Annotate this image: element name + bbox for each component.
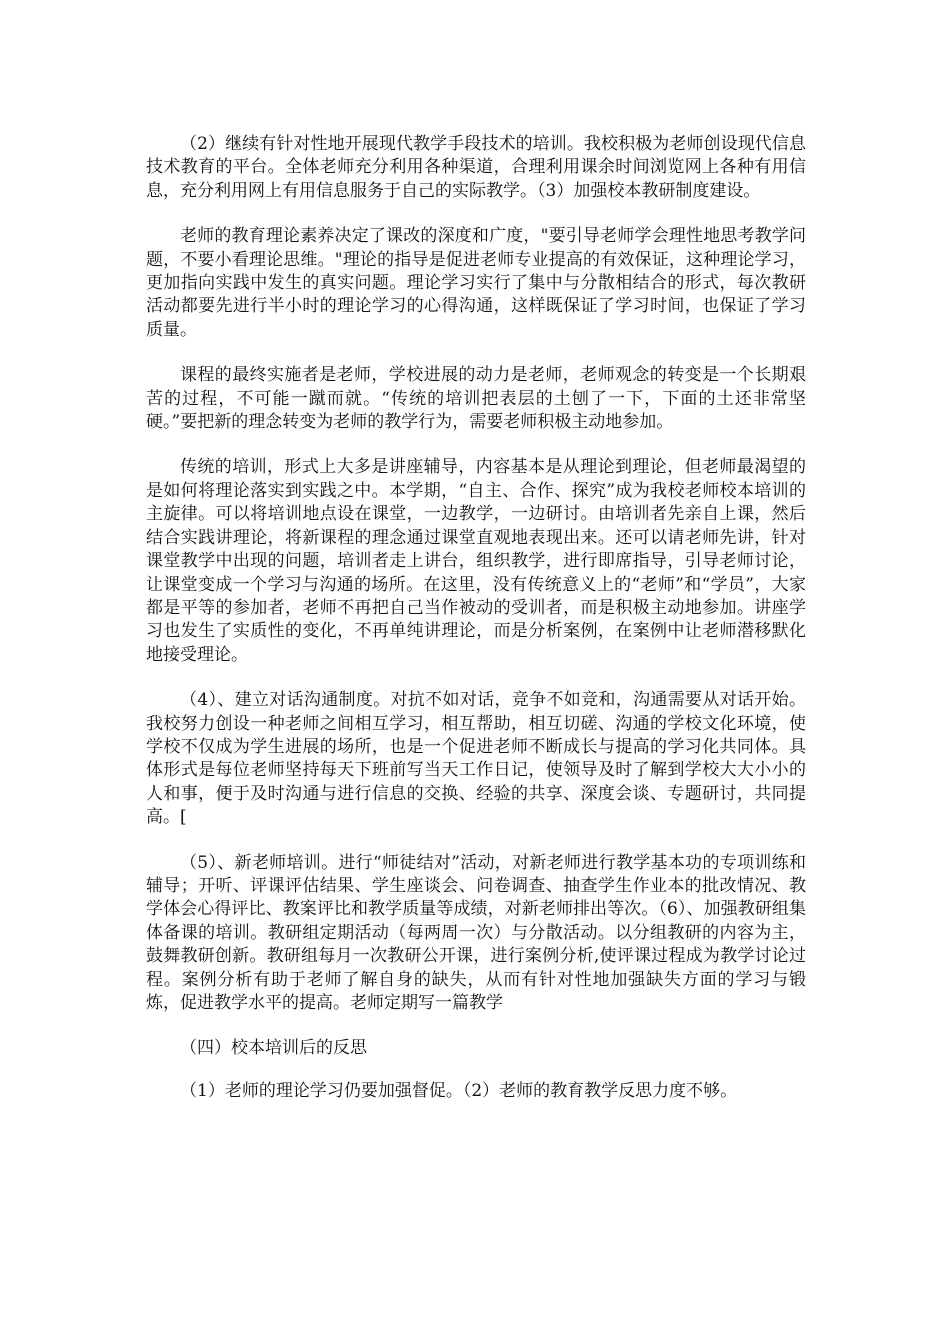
document-page [146, 133, 806, 1125]
paragraph-teacher-concept-change: 课程的最终实施者是老师，学校进展的动力是老师，老师观念的转变是一个长期艰苦的过程，不可能一蹴而就。“传统的培训把表层的土刨了一下，下面的土还非常坚硬。”要把新的理念转变为老师的教学行为，需要老师积极主动地参加。 [146, 365, 806, 433]
paragraph-reflection-points: （1）老师的理论学习仍要加强督促。（2）老师的教育教学反思力度不够。 [180, 1080, 738, 1101]
paragraph-theory-literacy: 老师的教育理论素养决定了课改的深度和广度，"要引导老师学会理性地思考教学问题，不要小看理论思维。"理论的指导是促进老师专业提高的有效保证，这种理论学习，更加指向实践中发生的真实问题。理论学习实行了集中与分散相结合的形式，每次教研活动都要先进行半小时的理论学习的心得沟通，这样既保证了学习时间，也保证了学习质量。 [146, 226, 806, 340]
section-heading-reflection: （四）校本培训后的反思 [180, 1038, 367, 1059]
paragraph-traditional-training: 传统的培训，形式上大多是讲座辅导，内容基本是从理论到理论，但老师最渴望的是如何将理论落实到实践之中。本学期，“自主、合作、探究”成为我校老师校本培训的主旋律。可以将培训地点设在课堂，一边教学，一边研讨。由培训者先亲自上课，然后结合实践讲理论，将新课程的理念通过课堂直观地表现出来。还可以请老师先讲，针对课堂教学中出现的问题，培训者走上讲台，组织教学，进行即席指导，引导老师讨论，让课堂变成一个学习与沟通的场所。在这里，没有传统意义上的“老师”和“学员”，大家都是平等的参加者，老师不再把自己当作被动的受训者，而是积极主动地参加。讲座学习也发生了实质性的变化，不再单纯讲理论，而是分析案例，在案例中让老师潜移默化地接受理论。 [146, 457, 806, 665]
paragraph-new-teacher-training: （5）、新老师培训。进行“师徒结对”活动，对新老师进行教学基本功的专项训练和辅导；开听、评课评估结果、学生座谈会、问卷调查、抽查学生作业本的批改情况、教学体会心得评比、教案评比和教学质量等成绩，对新老师排出等次。（6）、加强教研组集体备课的培训。教研组定期活动（每两周一次）与分散活动。以分组教研的内容为主，鼓舞教研创新。教研组每月一次教研公开课，进行案例分析,使评课过程成为教学讨论过程。案例分析有助于老师了解自身的缺失，从而有针对性地加强缺失方面的学习与锻炼，促进教学水平的提高。老师定期写一篇教学 [146, 852, 806, 1013]
paragraph-modern-teaching-training: （2）继续有针对性地开展现代教学手段技术的培训。我校积极为老师创设现代信息技术教育的平台。全体老师充分利用各种渠道，合理利用课余时间浏览网上各种有用信息，充分利用网上有用信息服务于自己的实际教学。（3）加强校本教研制度建设。 [146, 134, 806, 201]
paragraph-dialogue-system: （4）、建立对话沟通制度。对抗不如对话，竞争不如竞和，沟通需要从对话开始。我校努力创设一种老师之间相互学习，相互帮助，相互切磋、沟通的学校文化环境，使学校不仅成为学生进展的场所，也是一个促进老师不断成长与提高的学习化共同体。具体形式是每位老师坚持每天下班前写当天工作日记，使领导及时了解到学校大大小小的人和事，便于及时沟通与进行信息的交换、经验的共享、深度会谈、专题研讨，共同提高。[ [146, 690, 806, 828]
